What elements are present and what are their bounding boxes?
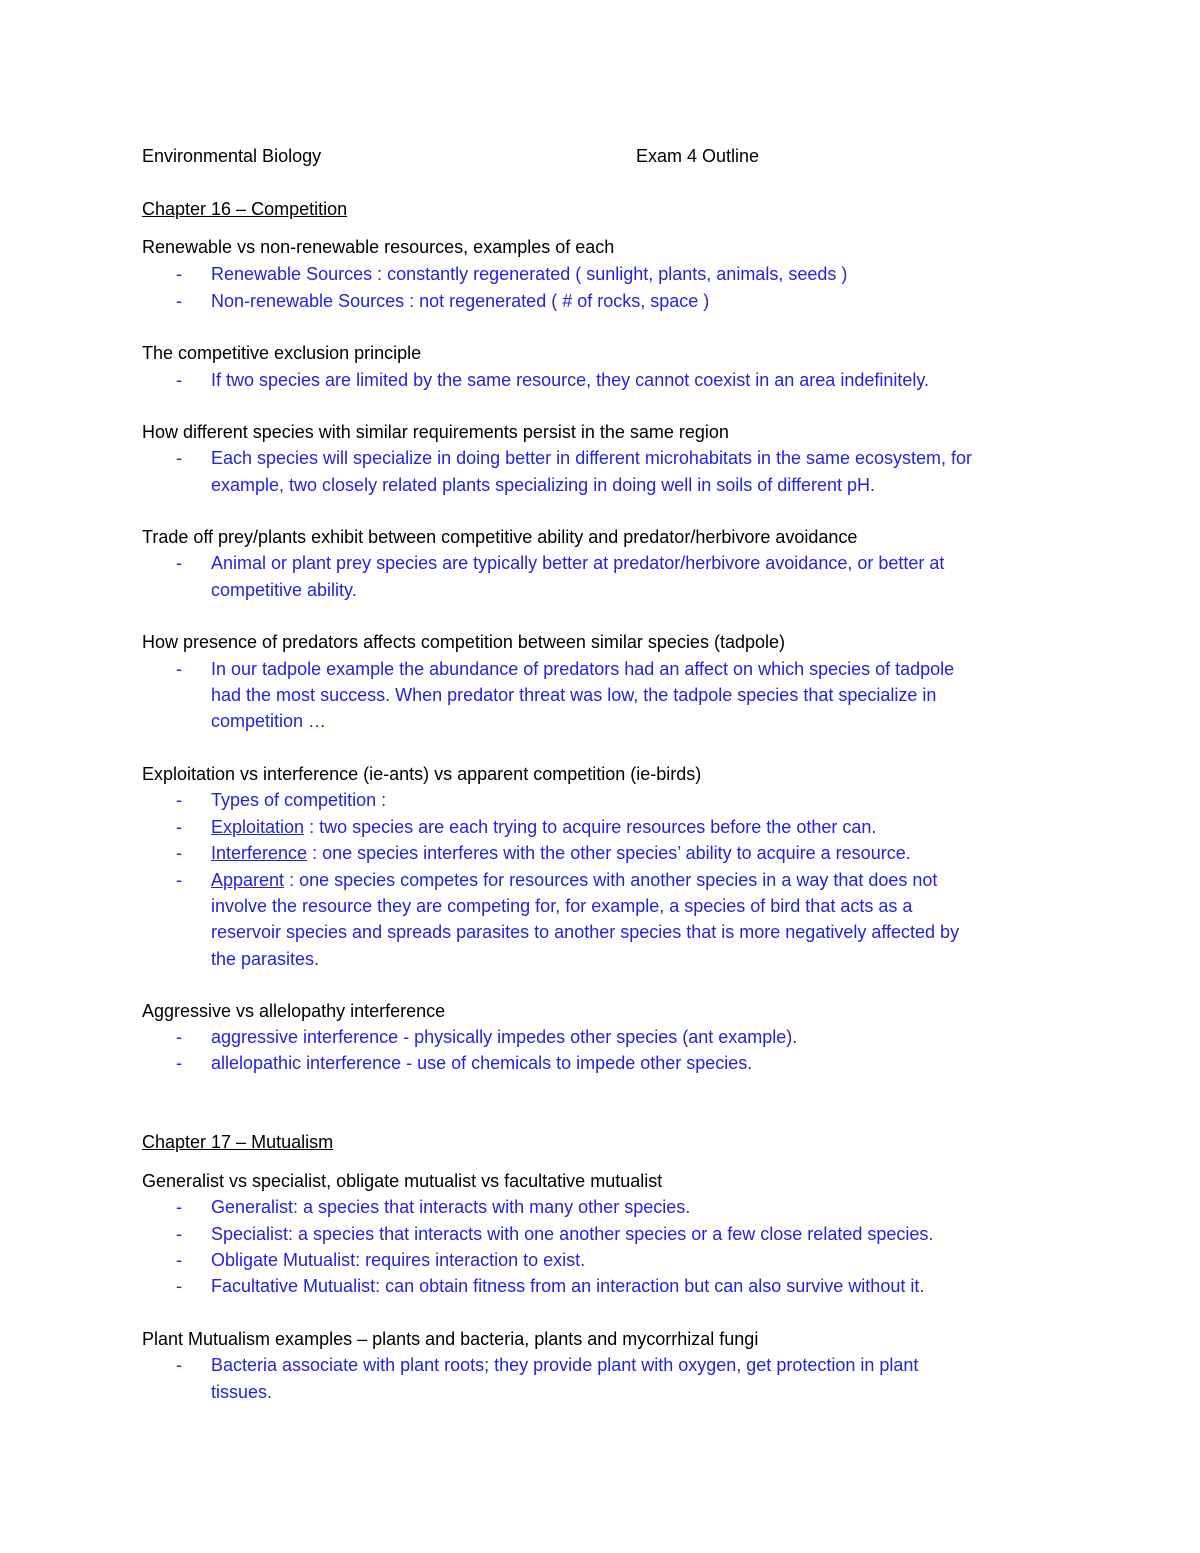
- bullet-text: In our tadpole example the abundance of predators had an affect on which species of tadpole: [211, 659, 955, 679]
- bullet-apparent-cont: involve the resource they are competing for, for example, a species of bird that acts as a: [211, 896, 913, 916]
- bullet-dash: -: [176, 264, 182, 284]
- bullet-text: Renewable Sources : constantly regenerated ( sunlight, plants, animals, seeds ): [211, 264, 848, 284]
- bullet-dash: -: [176, 1355, 182, 1375]
- bullet-dash: -: [176, 659, 182, 679]
- bullet-dash: -: [176, 1250, 182, 1270]
- document-header: [142, 143, 760, 169]
- bullet-text: Generalist: a species that interacts with many other species.: [211, 1197, 691, 1217]
- definition: : one species interferes with the other species’ ability to acquire a resource.: [307, 843, 911, 863]
- question-persist: How different species with similar requirements persist in the same region: [142, 422, 729, 442]
- bullet-dash: -: [176, 843, 182, 863]
- bullet-dash: -: [176, 870, 182, 890]
- definition: : one species competes for resources with another species in a way that does not: [284, 870, 938, 890]
- bullet-predators-cont: competition …: [211, 711, 327, 731]
- bullet-text: [211, 814, 876, 840]
- bullet-persist-cont: example, two closely related plants specializing in doing well in soils of different pH.: [211, 475, 876, 495]
- term-apparent: Apparent: [211, 870, 285, 890]
- bullet-tradeoff-cont: competitive ability.: [211, 580, 357, 600]
- bullet-dash: -: [176, 291, 182, 311]
- course-title: Environmental Biology: [142, 146, 322, 166]
- bullet-text: [211, 867, 937, 893]
- bullet-text: Bacteria associate with plant roots; they provide plant with oxygen, get protection in plant: [211, 1355, 919, 1375]
- bullet-text: If two species are limited by the same resource, they cannot coexist in an area indefinitely.: [211, 370, 930, 390]
- bullet-text: Non-renewable Sources : not regenerated ( # of rocks, space ): [211, 291, 710, 311]
- bullet-dash: -: [176, 448, 182, 468]
- bullet-predators-cont: had the most success. When predator threat was low, the tadpole species that specialize in: [211, 685, 937, 705]
- bullet-bacteria-cont: tissues.: [211, 1382, 273, 1402]
- bullet-text: allelopathic interference - use of chemicals to impede other species.: [211, 1053, 753, 1073]
- bullet-text: aggressive interference - physically impedes other species (ant example).: [211, 1027, 798, 1047]
- bullet-text: [211, 840, 911, 866]
- question-competition-types: Exploitation vs interference (ie-ants) vs apparent competition (ie-birds): [142, 764, 702, 784]
- bullet-dash: -: [176, 370, 182, 390]
- question-exclusion: The competitive exclusion principle: [142, 343, 422, 363]
- chapter-16-heading: Chapter 16 – Competition: [142, 199, 348, 219]
- bullet-dash: -: [176, 1197, 182, 1217]
- question-tradeoff: Trade off prey/plants exhibit between competitive ability and predator/herbivore avoidance: [142, 527, 858, 547]
- question-predators: How presence of predators affects competition between similar species (tadpole): [142, 632, 785, 652]
- bullet-dash: -: [176, 790, 182, 810]
- bullet-text: Obligate Mutualist: requires interaction to exist.: [211, 1250, 586, 1270]
- bullet-apparent-cont: the parasites.: [211, 949, 320, 969]
- bullet-text: Types of competition :: [211, 790, 387, 810]
- bullet-apparent-cont: reservoir species and spreads parasites to another species that is more negatively affected by: [211, 922, 960, 942]
- term-exploitation: Exploitation: [211, 817, 305, 837]
- question-generalist: Generalist vs specialist, obligate mutualist vs facultative mutualist: [142, 1171, 663, 1191]
- bullet-dash: -: [176, 1053, 182, 1073]
- definition: : two species are each trying to acquire resources before the other can.: [304, 817, 877, 837]
- bullet-dash: -: [176, 1027, 182, 1047]
- question-plant-mutualism: Plant Mutualism examples – plants and bacteria, plants and mycorrhizal fungi: [142, 1329, 759, 1349]
- bullet-text: Facultative Mutualist: can obtain fitness from an interaction but can also survive without it.: [211, 1276, 925, 1296]
- term-interference: Interference: [211, 843, 308, 863]
- bullet-text: Animal or plant prey species are typically better at predator/herbivore avoidance, or better at: [211, 553, 945, 573]
- bullet-dash: -: [176, 817, 182, 837]
- chapter-17-heading: Chapter 17 – Mutualism: [142, 1132, 334, 1152]
- bullet-text: Each species will specialize in doing better in different microhabitats in the same ecosystem, for: [211, 448, 973, 468]
- bullet-dash: -: [176, 553, 182, 573]
- bullet-text: Specialist: a species that interacts with one another species or a few close related species.: [211, 1224, 934, 1244]
- exam-title: Exam 4 Outline: [636, 146, 760, 166]
- bullet-dash: -: [176, 1224, 182, 1244]
- bullet-dash: -: [176, 1276, 182, 1296]
- question-renewable: Renewable vs non-renewable resources, examples of each: [142, 237, 615, 257]
- question-aggressive: Aggressive vs allelopathy interference: [142, 1001, 446, 1021]
